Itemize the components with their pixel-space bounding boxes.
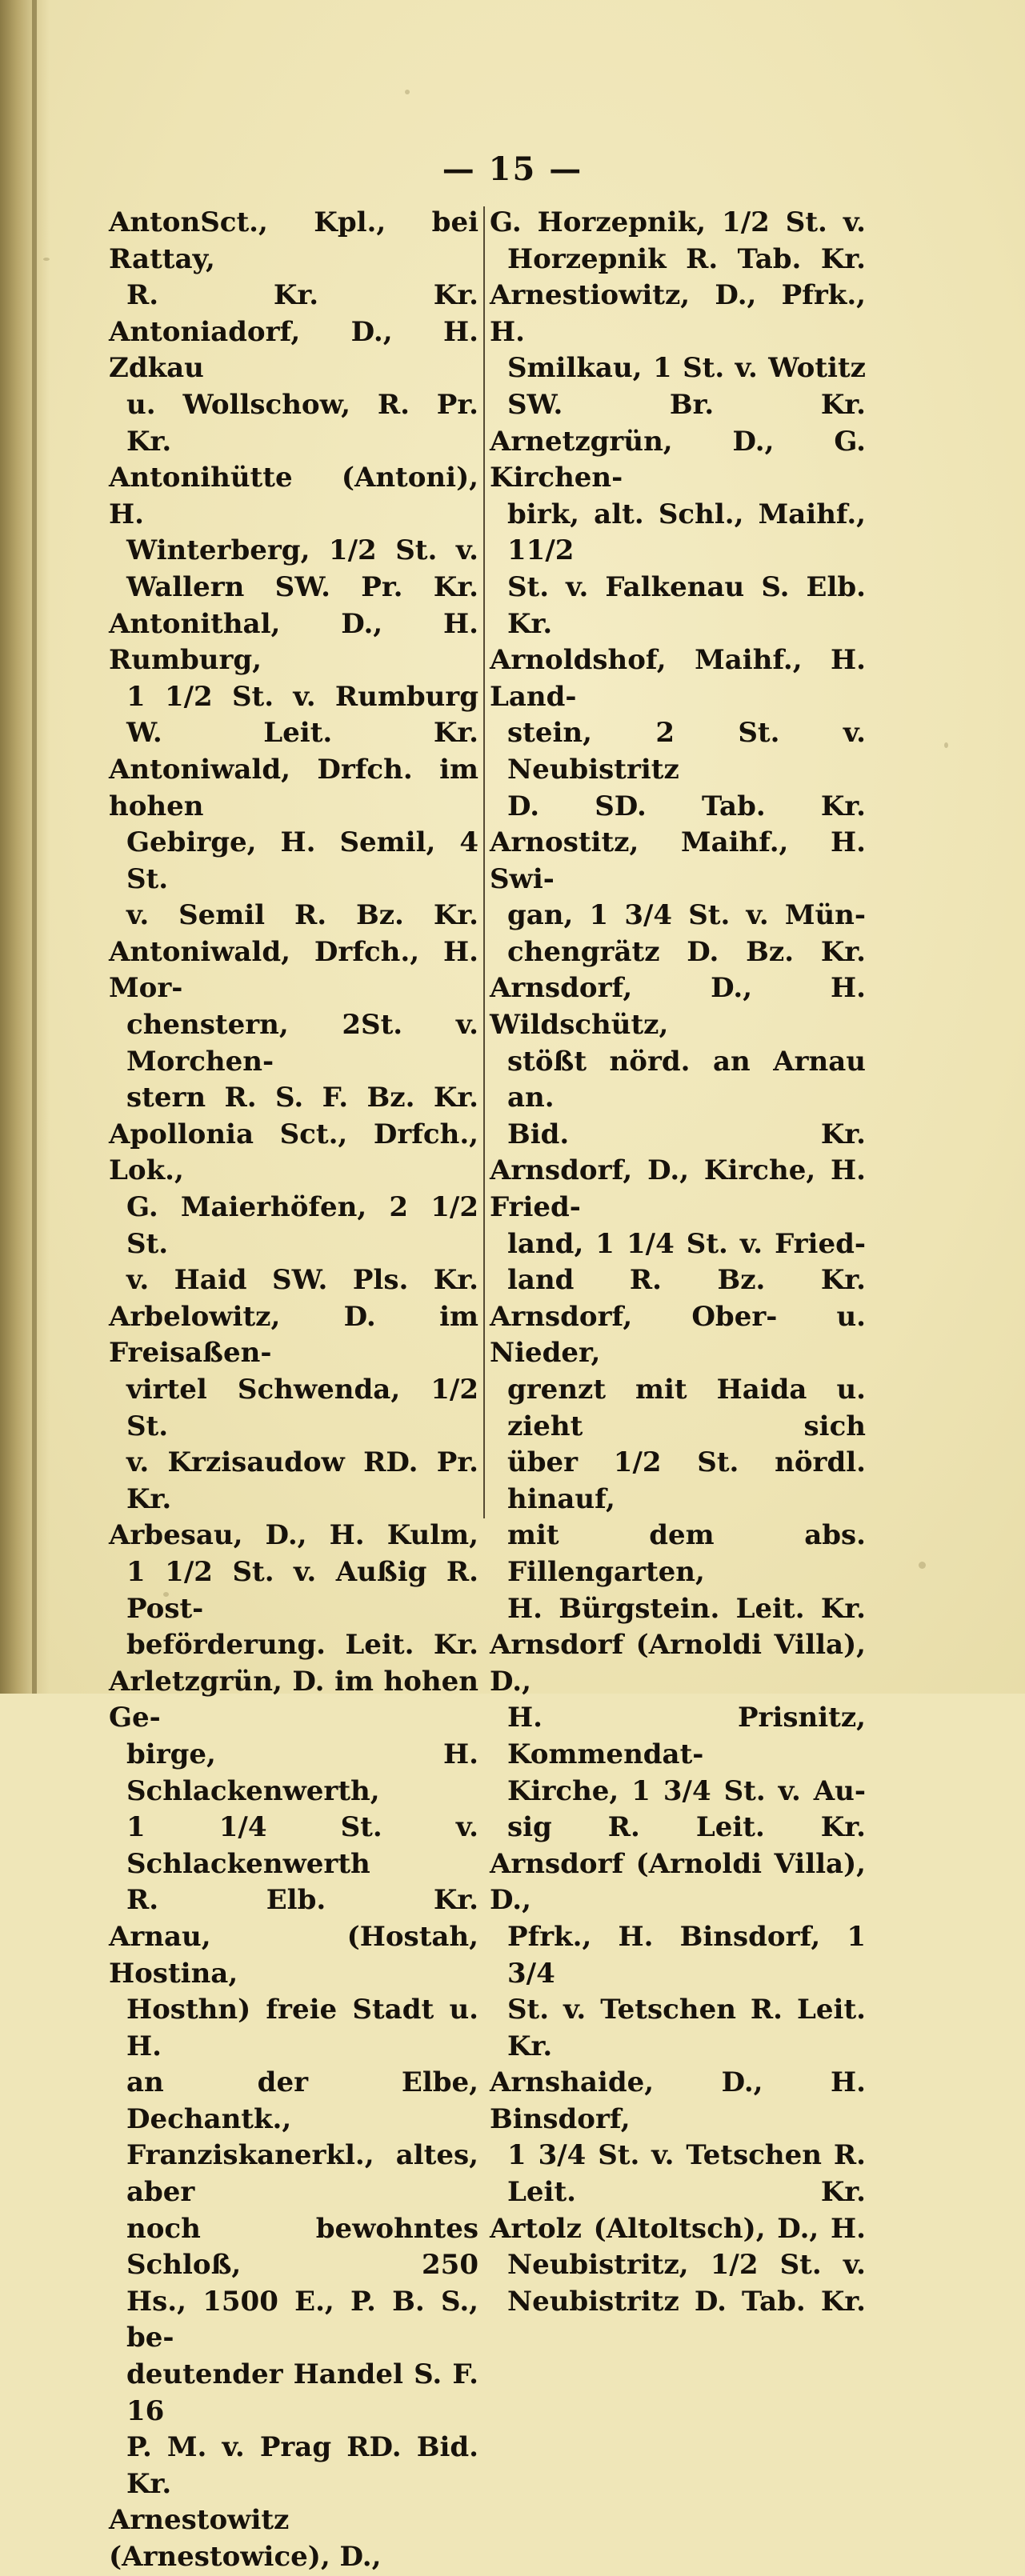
paper-speck bbox=[919, 1562, 926, 1569]
entry-line: Arbesau, D., H. Kulm, bbox=[109, 1519, 478, 1552]
entry-line: D. SD. Tab. Kr. bbox=[507, 790, 866, 822]
gazetteer-entry bbox=[109, 1919, 478, 2503]
entry-line: noch bewohntes Schloß, 250 bbox=[126, 2212, 478, 2282]
entry-line: Arnsdorf (Arnoldi Villa), D., bbox=[490, 1847, 866, 1917]
entry-line: Artolz (Altoltsch), D., H. bbox=[490, 2212, 866, 2245]
entry-line: Antonithal, D., H. Rumburg, bbox=[109, 607, 478, 677]
entry-line: land, 1 1/4 St. v. Fried- bbox=[507, 1227, 866, 1260]
gazetteer-entry bbox=[490, 1153, 866, 1298]
entry-line: 1 1/4 St. v. Schlackenwerth bbox=[126, 1811, 478, 1880]
entry-line: Antoniwald, Drfch., H. Mor- bbox=[109, 935, 478, 1005]
entry-line: 1 1/2 St. v. Rumburg bbox=[126, 680, 478, 713]
entry-line: Antoniadorf, D., H. Zdkau bbox=[109, 315, 478, 385]
entry-line: stein, 2 St. v. Neubistritz bbox=[507, 717, 866, 786]
gazetteer-entry bbox=[490, 970, 866, 1153]
entry-line: St. v. Tetschen R. Leit. Kr. bbox=[507, 1994, 866, 2062]
entry-line: Leit. Kr. bbox=[507, 2176, 866, 2209]
entry-line: chenstern, 2St. v. Morchen- bbox=[126, 1009, 478, 1078]
entry-line: Arnsdorf, Ober- u. Nieder, bbox=[490, 1300, 866, 1370]
page-number: — 15 — bbox=[442, 150, 583, 188]
entry-line: Wallern SW. Pr. Kr. bbox=[126, 570, 478, 603]
left-column bbox=[109, 205, 478, 2576]
entry-line: P. M. v. Prag RD. Bid. Kr. bbox=[126, 2431, 478, 2500]
entry-line: Apollonia Sct., Drfch., Lok., bbox=[109, 1118, 478, 1187]
entry-line: R. Kr. Kr. bbox=[126, 279, 478, 312]
entry-line: an der Elbe, Dechantk., bbox=[126, 2066, 478, 2135]
entry-line: v. Haid SW. Pls. Kr. bbox=[126, 1264, 478, 1297]
entry-line: v. Semil R. Bz. Kr. bbox=[126, 899, 478, 932]
gazetteer-entry bbox=[109, 1299, 478, 1518]
gazetteer-entry bbox=[490, 1846, 866, 2066]
gazetteer-entry bbox=[109, 1664, 478, 1919]
gazetteer-entry bbox=[109, 606, 478, 752]
entry-line: grenzt mit Haida u. zieht sich bbox=[507, 1374, 866, 1442]
entry-line: u. Wollschow, R. Pr. Kr. bbox=[126, 388, 478, 458]
entry-line: v. Krzisaudow RD. Pr. Kr. bbox=[126, 1446, 478, 1515]
entry-line: Pfrk., H. Binsdorf, 1 3/4 bbox=[507, 1920, 866, 1990]
entry-line: Arnau, (Hostah, Hostina, bbox=[109, 1920, 478, 1990]
entry-line: Antoniwald, Drfch. im hohen bbox=[109, 753, 478, 822]
gazetteer-entry bbox=[109, 460, 478, 606]
entry-line: Arbelowitz, D. im Freisaßen- bbox=[109, 1300, 478, 1370]
entry-line: St. v. Falkenau S. Elb. Kr. bbox=[507, 570, 866, 640]
right-column bbox=[490, 205, 866, 2320]
entry-line: über 1/2 St. nördl. hinauf, bbox=[507, 1446, 866, 1515]
entry-line: Horzepnik R. Tab. Kr. bbox=[507, 242, 866, 275]
entry-line: Gebirge, H. Semil, 4 St. bbox=[126, 826, 478, 895]
entry-line: virtel Schwenda, 1/2 St. bbox=[126, 1374, 478, 1442]
gazetteer-entry bbox=[490, 1299, 866, 1627]
entry-line: W. Leit. Kr. bbox=[126, 717, 478, 750]
entry-line: Arnestiowitz, D., Pfrk., H. bbox=[490, 279, 866, 348]
entry-line: Arnetzgrün, D., G. Kirchen- bbox=[490, 425, 866, 494]
entry-line: Antonihütte (Antoni), H. bbox=[109, 462, 478, 530]
gazetteer-entry bbox=[109, 934, 478, 1117]
entry-line: H. Bürgstein. Leit. Kr. bbox=[507, 1592, 866, 1625]
entry-line: Arnoldshof, Maihf., H. Land- bbox=[490, 644, 866, 713]
entry-line: Arnsdorf (Arnoldi Villa), D., bbox=[490, 1629, 866, 1698]
entry-line: Smilkau, 1 St. v. Wotitz bbox=[507, 352, 866, 385]
entry-line: stern R. S. F. Bz. Kr. bbox=[126, 1082, 478, 1114]
gazetteer-entry bbox=[490, 424, 866, 643]
entry-line: Bid. Kr. bbox=[507, 1118, 866, 1150]
entry-line: Arnsdorf, D., Kirche, H. Fried- bbox=[490, 1154, 866, 1224]
entry-line: SW. Br. Kr. bbox=[507, 388, 866, 421]
gazetteer-entry bbox=[490, 205, 866, 278]
gazetteer-entry bbox=[490, 642, 866, 825]
entry-line: AntonSct., Kpl., bei Rattay, bbox=[109, 206, 478, 275]
entry-line: Arnsdorf, D., H. Wildschütz, bbox=[490, 972, 866, 1042]
gazetteer-entry bbox=[490, 1627, 866, 1846]
gazetteer-entry bbox=[490, 2065, 866, 2210]
paper-speck bbox=[405, 90, 410, 94]
entry-line: Hosthn) freie Stadt u. H. bbox=[126, 1994, 478, 2062]
spine-fold-line bbox=[32, 0, 37, 1694]
entry-line: Arnshaide, D., H. Binsdorf, bbox=[490, 2066, 866, 2135]
gazetteer-entry bbox=[490, 2211, 866, 2321]
paper-speck bbox=[43, 258, 50, 261]
gazetteer-entry bbox=[109, 2502, 478, 2575]
entry-line: Arnostitz, Maihf., H. Swi- bbox=[490, 826, 866, 895]
entry-line: birk, alt. Schl., Maihf., 11/2 bbox=[507, 498, 866, 567]
gazetteer-entry bbox=[490, 278, 866, 423]
gazetteer-entry bbox=[109, 205, 478, 314]
entry-line: Neubistritz, 1/2 St. v. bbox=[507, 2249, 866, 2282]
entry-line: Arnestowitz (Arnestowice), D., bbox=[109, 2504, 382, 2573]
entry-line: Kirche, 1 3/4 St. v. Au- bbox=[507, 1774, 866, 1807]
entry-line: chengrätz D. Bz. Kr. bbox=[507, 935, 866, 968]
entry-line: stößt nörd. an Arnau an. bbox=[507, 1045, 866, 1114]
entry-line: Winterberg, 1/2 St. v. bbox=[126, 534, 478, 567]
entry-line: birge, H. Schlackenwerth, bbox=[126, 1738, 478, 1807]
entry-line: Arletzgrün, D. im hohen Ge- bbox=[109, 1665, 478, 1734]
entry-line: Hs., 1500 E., P. B. S., be- bbox=[126, 2285, 478, 2354]
entry-line: Neubistritz D. Tab. Kr. bbox=[507, 2285, 866, 2318]
entry-line: gan, 1 3/4 St. v. Mün- bbox=[507, 899, 866, 932]
entry-line: beförderung. Leit. Kr. bbox=[126, 1629, 478, 1662]
gazetteer-entry bbox=[490, 825, 866, 970]
gazetteer-entry bbox=[109, 1117, 478, 1299]
entry-line: G. Maierhöfen, 2 1/2 St. bbox=[126, 1191, 478, 1260]
gazetteer-entry bbox=[109, 752, 478, 934]
entry-line: 1 1/2 St. v. Außig R. Post- bbox=[126, 1555, 478, 1625]
entry-line: land R. Bz. Kr. bbox=[507, 1264, 866, 1297]
gazetteer-entry bbox=[109, 1518, 478, 1663]
entry-line: deutender Handel S. F. 16 bbox=[126, 2358, 478, 2427]
entry-line: R. Elb. Kr. bbox=[126, 1884, 478, 1917]
entry-line: mit dem abs. Fillengarten, bbox=[507, 1519, 866, 1588]
gazetteer-entry bbox=[109, 314, 478, 460]
paper-speck bbox=[944, 742, 948, 748]
entry-line: 1 3/4 St. v. Tetschen R. bbox=[507, 2139, 866, 2172]
book-spine-shadow bbox=[0, 0, 50, 1694]
entry-line: G. Horzepnik, 1/2 St. v. bbox=[490, 206, 866, 238]
entry-line: H. Prisnitz, Kommendat- bbox=[507, 1702, 866, 1770]
column-divider bbox=[483, 206, 485, 1518]
entry-line: Franziskanerkl., altes, aber bbox=[126, 2139, 478, 2209]
entry-line: sig R. Leit. Kr. bbox=[507, 1811, 866, 1844]
